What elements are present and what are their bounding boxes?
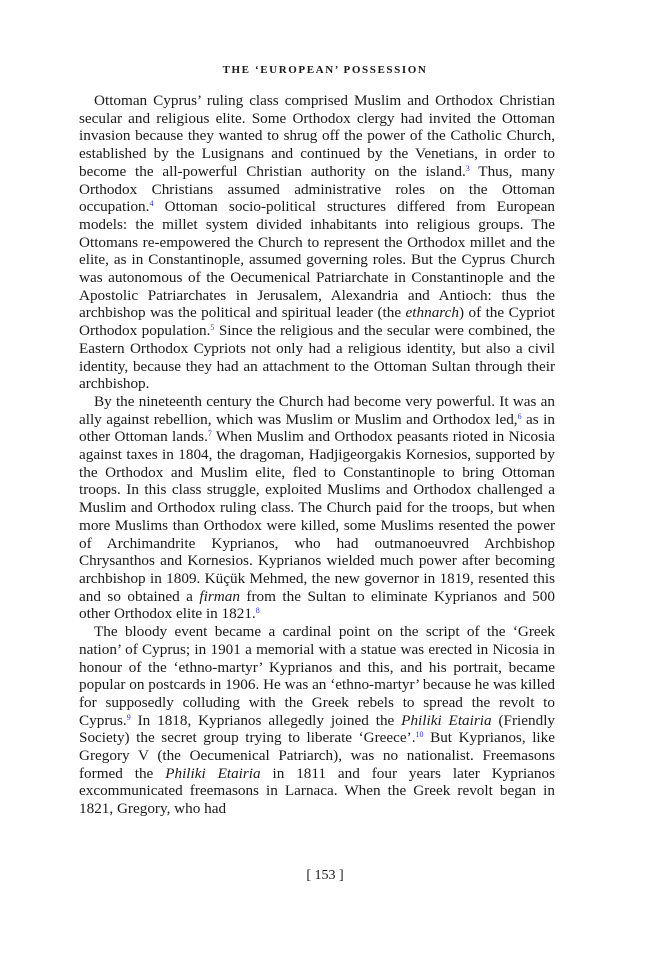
italic-term: ethnarch bbox=[405, 304, 459, 322]
text-run: ) of the Cypriot Orthodox population. bbox=[79, 304, 555, 340]
text-run: Ottoman socio-political structures differed from European models: the millet system divided inhabitants into religious groups. The Ottomans re-empowered the Church to represent the Orthodox millet and the elite, as in Constantinople, assumed governing roles. But the Cyprus Church was autonomous of the Oecumenical Patriarchate in Constantinople and the Apostolic Patriarchates in Jerusalem, Alexandria and Antioch: thus the archbishop was the political and spiritual leader (the bbox=[79, 198, 555, 322]
text-run: as in other Ottoman lands. bbox=[79, 410, 555, 446]
text-run: Thus, many Orthodox Christians assumed administrative roles on the Ottoman occupation. bbox=[79, 162, 555, 216]
text-run: in 1811 and four years later Kyprianos excommunicated freemasons in Larnaca. When the Greek revolt began in 1821, Gregory, who had bbox=[79, 764, 555, 818]
text-run: In 1818, Kyprianos allegedly joined the bbox=[130, 711, 402, 729]
paragraph-2 bbox=[79, 393, 555, 623]
text-run: By the nineteenth century the Church had become very powerful. It was an ally against rebellion, which was Muslim or Muslim and Orthodox led, bbox=[79, 392, 555, 428]
text-run: Since the religious and the secular were combined, the Eastern Orthodox Cypriots not only had a religious identity, but also a civil identity, because they had an attachment to the Ottoman Sultan through their archbishop. bbox=[79, 322, 555, 393]
footnote-ref[interactable]: 7 bbox=[207, 429, 212, 439]
text-run: from the Sultan to eliminate Kyprianos and 500 other Orthodox elite in 1821. bbox=[79, 587, 555, 623]
footnote-ref[interactable]: 4 bbox=[149, 199, 154, 209]
text-run: (Friendly Society) the secret group trying to liberate ‘Greece’. bbox=[79, 711, 556, 747]
text-block bbox=[79, 92, 555, 818]
paragraph-3 bbox=[79, 623, 555, 818]
paragraph-1 bbox=[79, 92, 555, 393]
footnote-ref[interactable]: 8 bbox=[255, 606, 260, 616]
footnote-ref[interactable]: 9 bbox=[126, 712, 131, 722]
text-run: When Muslim and Orthodox peasants rioted in Nicosia against taxes in 1804, the dragoman, Hadjigeorgakis Kornesios, supported by the Orthodox and Muslim elite, fled to Constantinople to bring Ottoman troops. In this class struggle, exploited Muslims and Orthodox challenged a Muslim and Orthodox ruling class. The Church paid for the troops, but when more Muslims than Orthodox were killed, some Muslims resented the power of Archimandrite Kyprianos, who had outmanoeuvred Archbishop Chrysanthos and Kornesios. Kyprianos wielded much power after becoming archbishop in 1809. Küçük Mehmed, the new governor in 1819, resented this and so obtained a bbox=[79, 428, 555, 605]
italic-term: firman bbox=[199, 587, 240, 605]
footnote-ref[interactable]: 10 bbox=[415, 730, 424, 740]
footnote-ref[interactable]: 6 bbox=[517, 411, 522, 421]
italic-term: Philiki Etairia bbox=[165, 764, 261, 782]
text-run: The bloody event became a cardinal point on the script of the ‘Greek nation’ of Cyprus; in 1901 a memorial with a statue was erected in Nicosia in honour of the ‘ethno-martyr’ Kyprianos and this, and his portrait, became popular on postcards in 1906. He was an ‘ethno-martyr’ because he was killed for supposedly colluding with the Greek rebels to spread the revolt to Cyprus. bbox=[79, 623, 555, 729]
footnote-ref[interactable]: 5 bbox=[210, 323, 215, 333]
italic-term: Philiki Etairia bbox=[401, 711, 492, 729]
running-head: THE ‘EUROPEAN’ POSSESSION bbox=[222, 64, 428, 76]
page-number: [ 153 ] bbox=[306, 868, 344, 883]
text-run: Ottoman Cyprus’ ruling class comprised Muslim and Orthodox Christian secular and religious elite. Some Orthodox clergy had invited the Ottoman invasion because they wanted to shrug off the power of the Catholic Church, established by the Lusignans and continued by the Venetians, in order to become the all-powerful Christian authority on the island. bbox=[79, 92, 555, 180]
footnote-ref[interactable]: 3 bbox=[465, 163, 470, 173]
text-run: But Kyprianos, like Gregory V (the Oecumenical Patriarch), was no nationalist. Freemasons formed the bbox=[79, 729, 555, 782]
